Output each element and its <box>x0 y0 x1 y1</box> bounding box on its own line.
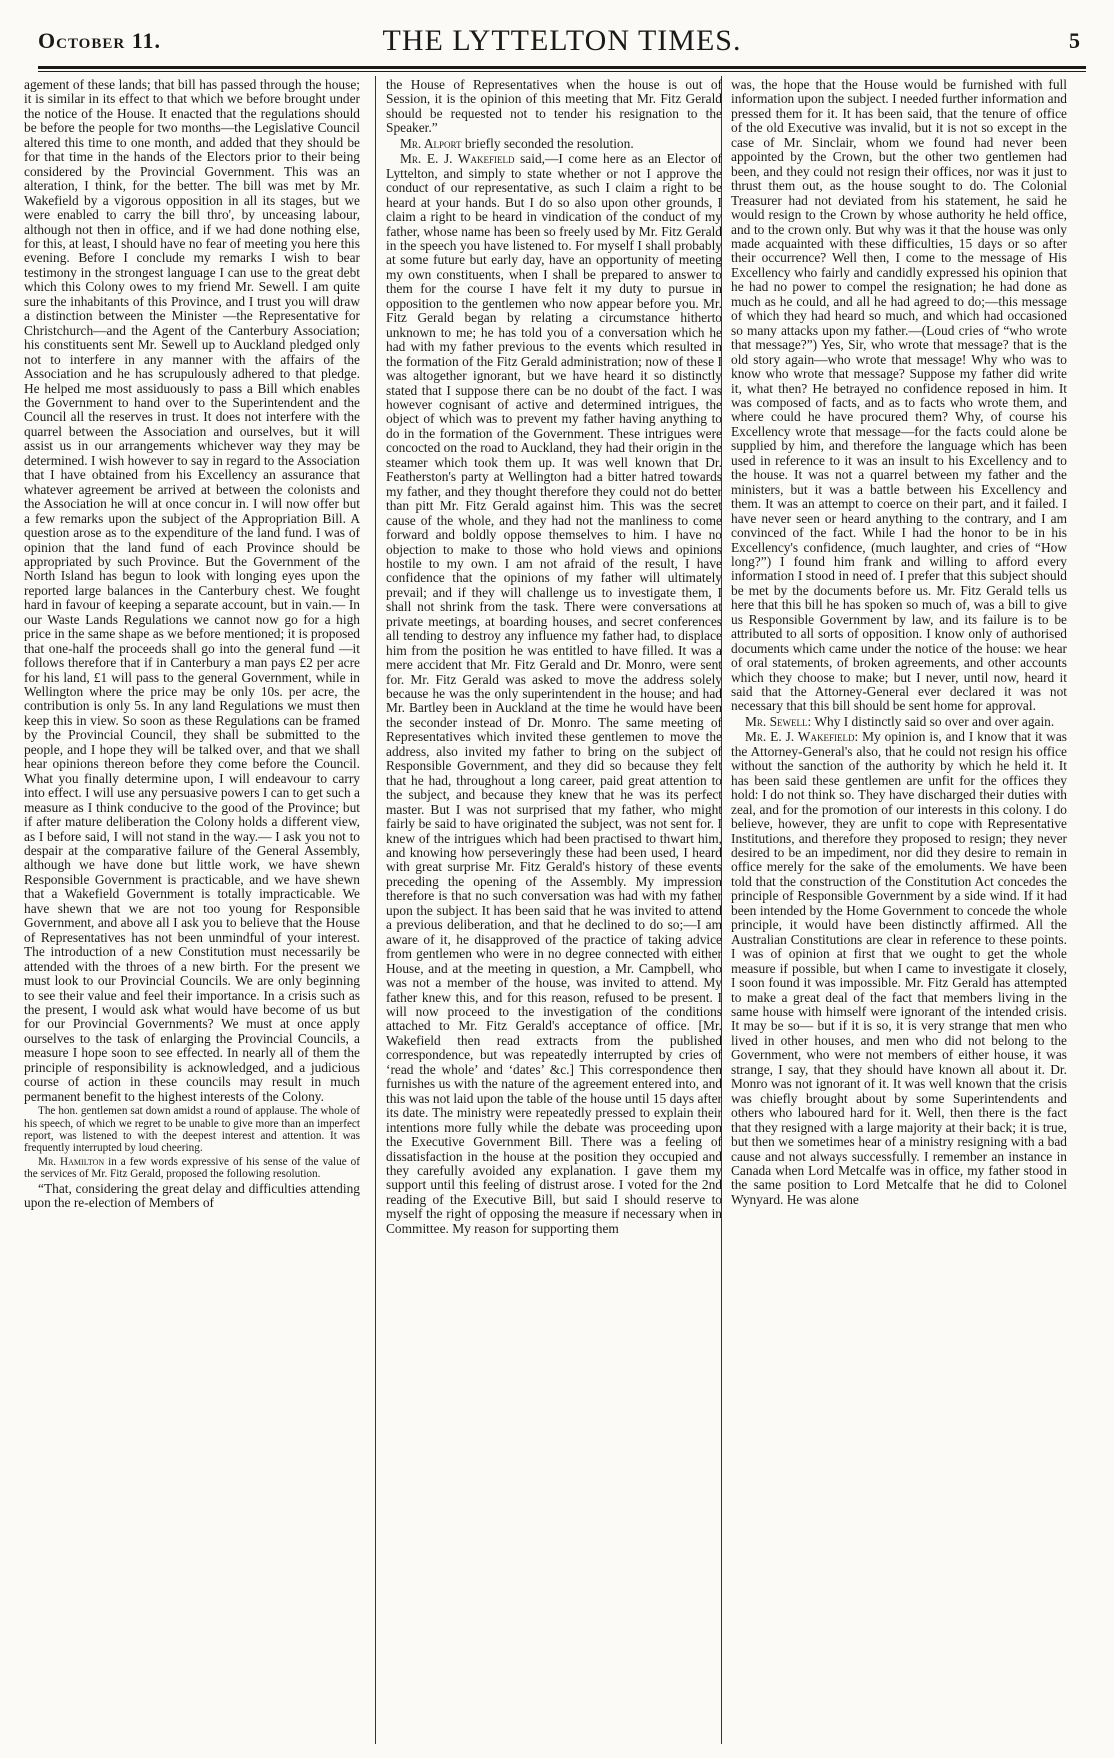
masthead <box>38 20 1086 60</box>
reporter-note: The hon. gentlemen sat down amidst a round of applause. The whole of his speech, of which we regret to be unable to give more than an imperfect report, was listened to with the deepest interest and attention. It was frequently interrupted by loud cheering. <box>24 1105 360 1155</box>
hamilton-paragraph <box>24 1156 360 1181</box>
column-divider-1 <box>375 76 376 1744</box>
column-2 <box>386 78 722 1748</box>
page-number: 5 <box>1069 28 1080 53</box>
column-3 <box>731 78 1067 1748</box>
hamilton-text: in a few words expressive of his sense of the value of the services of Mr. Fitz Gerald, proposed the following resolution. <box>24 1155 360 1181</box>
sewell-interjection <box>731 715 1067 729</box>
masthead-rule-thick <box>38 66 1086 69</box>
speaker-alport: Mr. Alport <box>400 135 462 151</box>
alport-paragraph <box>386 137 722 151</box>
wakefield-text: said,—I come here as an Elector of Lyttelton, and simply to state whether or not I approve the conduct of our representative, as such I claim a right to be heard at your hands. But I do so also upon other grounds, I claim a right to be heard in vindication of the conduct of my father, whose name has been so freely used by Mr. Fitz Gerald in the speech you have listened to. For myself I shall probably at some future but early day, have an opportunity of meeting my own constituents, when I shall be prepared to answer to them for the course I have felt it my duty to pursue in opposition to the gentlemen who now appear before you. Mr. Fitz Gerald began by relating a circumstance hitherto unknown to me; he has told you of a conversation which he had with my father previous to the events which resulted in the formation of the Fitz Gerald administration; now of these I was altogether ignorant, but we have heard it so distinctly stated that I suppose there can be no doubt of the fact. I was however cognisant of active and determined intrigues, the object of which was to prevent my father having anything to do in the formation of the Government. These intrigues were concocted on the road to Auckland, they had their origin in the steamer which took them up. It was well known that Dr. Featherston's party at Wellington had a bitter hatred towards my father, and they thought therefore they could not do better than pitt Mr. Fitz Gerald against him. This was the secret cause of the whole, and they had not the manliness to come forward and boldly oppose themselves to him. I have no objection to make to those who hold views and opinions hostile to my own. I am not afraid of the result, I have confidence that the opinions of my father will ultimately prevail; and if they will challenge us to investigate them, I shall not shrink from the task. There were conversations at private meetings, at boarding houses, and secret conferences all tending to destroy any influence my father had, to displace him from the position he was entitled to have filled. It was a mere accident that Mr. Fitz Gerald and Dr. Monro, were sent for. Mr. Fitz Gerald was asked to move the address solely because he was the only superintendent in the house; and had Mr. Bartley been in Auckland at the time he would have been the seconder instead of Dr. Monro. The same meeting of Representatives which invited these gentlemen to move the address, also invited my father to bring on the subject of Responsible Government, and they did so because they felt that he had, throughout a long career, paid great attention to the subject, and because they knew that he was its perfect master. But I was not surprised that my father, who might fairly be said to have originated the subject, was not sent for. I knew of the intrigues which had been practised to thwart him, and knowing how perseveringly these had been used, I heard with great surprise Mr. Fitz Gerald's history of these events preceding the opening of the Assembly. My impression therefore is that no such conversation was had with my father upon the subject. It has been said that he was invited to attend a previous deliberation, and that he declined to do so;—I am aware of it, he disapproved of the practice of taking advice from gentlemen who were in no degree connected with either House, and at the meeting in question, a Mr. Campbell, who was not a member of the house, was invited to attend. My father knew this, and for this reason, refused to be present. I will now proceed to the investigation of the conditions attached to Mr. Fitz Gerald's acceptance of office. [Mr. Wakefield then read extracts from the published correspondence, but was repeatedly interrupted by cries of ‘read the whole’ and ‘dates’ &c.] This correspondence then furnishes us with the nature of the agreement entered into, and this was not laid upon the table of the house until 15 days after its date. The ministry were repeatedly pressed to explain their intentions more fully while the debate was proceeding upon the Executive Government Bill. There was a feeling of dissatisfaction in the house at the position they occupied and they carefully avoided any explanation. I gave them my support until this feeling of distrust arose. I voted for the 2nd reading of the Executive Bill, but said I should reserve to myself the right of opposing the measure if necessary when in Committee. My reason for supporting them <box>386 151 722 1236</box>
issue-date: October 11. <box>38 28 161 53</box>
newspaper-title: THE LYTTELTON TIMES. <box>382 24 742 57</box>
wakefield-reply <box>731 730 1067 1207</box>
masthead-rule-thin <box>38 71 1086 72</box>
speaker-wakefield-reply: Mr. E. J. Wakefield <box>745 729 855 745</box>
wakefield-reply-text: : My opinion is, and I know that it was the Attorney-General's also, that he could not resign his office without the sanction of the authority by which he held it. It has been said these gentlemen are unfit for the offices they hold: I do not think so. They have discharged their duties with zeal, and for the promotion of our interests in this colony. I do believe, however, they are unfit to cope with Representative Institutions, and therefore they proposed to resign; they never desired to be an impediment, nor did they desire to remain in office merely for the sake of the emoluments. We have been told that the construction of the Constitution Act concedes the principle of Responsible Government by a side wind. If it had been intended by the Home Government to concede the whole principle, it would have been distinctly affirmed. All the Australian Constitutions are clear in reference to these points. I was of opinion at first that we ought to get the whole measure if possible, but when I came to investigate it closely, I soon found it was impossible. Mr. Fitz Gerald has attempted to make a great deal of the fact that members living in the same house with himself were ignorant of the intended crisis. It may be so— but if it is so, it is very strange that men who lived in other houses, and men who did not belong to the Government, who were not members of either house, it was strange, I say, that they should have known all about it. Dr. Monro was not ignorant of it. It was well known that the crisis was chiefly brought about by some Superintendents and others who laboured hard for it. Well, then there is the fact that they resigned with a large majority at their back; it is true, but then we sometimes hear of a ministry resigning with a bad cause and not always successfully. I remember an instance in Canada when Lord Metcalfe was in office, my father stood in the same position to Lord Metcalfe that he did to Colonel Wynyard. He was alone <box>731 729 1067 1207</box>
alport-text: briefly seconded the resolution. <box>461 135 634 151</box>
resolution-text: “That, considering the great delay and difficulties attending upon the re-election of Members of <box>24 1180 360 1211</box>
speaker-hamilton: Mr. Hamilton <box>38 1155 105 1168</box>
column-1 <box>24 78 360 1748</box>
wakefield-speech-continuation: was, the hope that the House would be furnished with full information upon the subject. I needed further information and pressed them for it. It has been said, that the tenure of office of the old Executive was invalid, but it is not so except in the case of Mr. Sinclair, whom we found had never been appointed by the Crown, but the other two gentlemen had been, and they could not resign their offices, nor was it just to thrust them out, as the house sought to do. The Colonial Treasurer had not deviated from his statement, he said he would resign to the Crown by whose authority he held office, and to the crown only. But why was it that the house was only made acquainted with these difficulties, 15 days or so after their occurrence? Well then, I come to the message of His Excellency who fairly and candidly expressed his opinion that he had no power to compel the resignation; he had done as much as he could, and all he had agreed to do;—this message of which they had heard so much, and which had occasioned so many attacks upon my father.—(Loud cries of “who wrote that message?”) Yes, Sir, who wrote that message? that is the old story again—who wrote that message! Why who was to know who wrote that message? Suppose my father did write it, what then? He betrayed no confidence reposed in him. It was composed of facts, and as to facts who wrote them, and where could he have procured them? Why, of course his Excellency wrote that message—for the facts could alone be supplied by him, and therefore the language which has been used in reference to it was an insult to his Excellency and to the house. It was not a quarrel between my father and the ministers, but it was a battle between his Excellency and them. It was an attempt to coerce on their part, and it failed. I have never seen or heard anything to the contrary, and I am convinced of the fact. While I had the honor to be in his Excellency's confidence, (much laughter, and cries of “How long?”) I found him frank and willing to afford every information I stood in need of. I prefer that this subject should be met by the documents before us. Mr. Fitz Gerald tells us here that this bill he has spoken so much of, was a bill to give us Responsible Government by law, and its failure is to be attributed to all sorts of opposition. I know only of authorised documents which came under the notice of the house: we hear of oral statements, of broken agreements, and other accounts which they choose to make; but I never, until now, heard it said that the Attorney-General ever declared it was not necessary that this bill should be sent home for approval. <box>731 78 1067 714</box>
resolution-continuation: the House of Representatives when the house is out of Session, it is the opinion of this meeting that Mr. Fitz Gerald should be requested not to tender his resignation to the Speaker.” <box>386 78 722 136</box>
speaker-wakefield: Mr. E. J. Wakefield <box>400 151 515 167</box>
sewell-text: : Why I distinctly said so over and over again. <box>807 713 1055 729</box>
fitzgerald-speech-continuation: agement of these lands; that bill has passed through the house; it is similar in its effect to that which we before brought under the notice of the House. It enacted that the regulations should be before the people for two months—the Legislative Council altered this time to one month, and added that they should be for that time in the hands of the Electors prior to their being considered by the Provincial Government. This was an alteration, I think, for the better. The bill was met by Mr. Wakefield by a vigorous opposition in all its stages, but we were enabled to carry the bill thro', by unceasing labour, although not then in office, and if we had done nothing else, for this, at least, I should have no fear of meeting you here this evening. Before I conclude my remarks I wish to bear testimony in the strongest language I can use to the great debt which this Colony owes to my friend Mr. Sewell. I am quite sure the inhabitants of this Province, and I trust you will draw a distinction between the Minister —the Representative for Christchurch—and the Agent of the Canterbury Association; his constituents sent Mr. Sewell up to Auckland pledged only not to interfere in any manner with the affairs of the Association and he has scrupulously adhered to that pledge. He helped me most assiduously to pass a Bill which enables the Government to hand over to the Superintendent and the Council all the reserves in trust. It does not interfere with the quarrel between the Association and ourselves, but it will assist us in our arrangements whichever way they may be determined. I wish however to say in regard to the Association that I have obtained from his Excellency an assurance that whatever agreement be arrived at between the colonists and the Association he will at once concur in. I will now offer but a few remarks upon the subject of the Appropriation Bill. A question arose as to the expenditure of the land fund. I was of opinion that the land fund of each Province should be appropriated by such Province. But the Government of the North Island has begun to look with longing eyes upon the reported large balances in the Canterbury chest. We fought hard in favour of keeping a separate account, but in vain.— In our Waste Lands Regulations we cannot now go for a high price in the same shape as we before mentioned; it is proposed that one-half the proceeds shall go into the general fund —it follows therefore that if in Canterbury a man pays £2 per acre for his land, £1 will pass to the general Government, while in Wellington where the price may be only 10s. per acre, the contribution is only 5s. In any land Regulations we must then keep this in view. So soon as these Regulations can be framed by the Provincial Council, they shall be submitted to the people, and I hope they will be talked over, and that we shall hear opinions thereon before they come before the Council. What you finally determine upon, I will endeavour to carry into effect. I will use any persuasive powers I can to get such a measure as I think conducive to the good of the Province; but if after mature deliberation the Colony holds a different view, as I before said, I will not stand in the way.— I ask you not to despair at the comparative failure of the General Assembly, although we have done but little work, we have shewn Responsible Government is practicable, and we have shewn that a Wakefield Government is totally impracticable. We have shewn that we are not too young for Responsible Government, and above all I ask you to believe that the House of Representatives has not been unmindful of your interest. The introduction of a new Constitution must necessarily be attended with the throes of a new birth. For the present we must look to our Provincial Councils. We are only beginning to see their value and feel their importance. In a crisis such as the present, I would ask what would have become of us but for our Provincial Governments? We must at once apply ourselves to the task of enlarging the Provincial Councils, a measure I hope soon to see effected. In nearly all of them the principle of responsibility is acknowledged, and a judicious course of action in these councils may result in much permanent benefit to the highest interests of the Colony. <box>24 78 360 1104</box>
speaker-sewell: Mr. Sewell <box>745 713 808 729</box>
wakefield-speech <box>386 152 722 1236</box>
